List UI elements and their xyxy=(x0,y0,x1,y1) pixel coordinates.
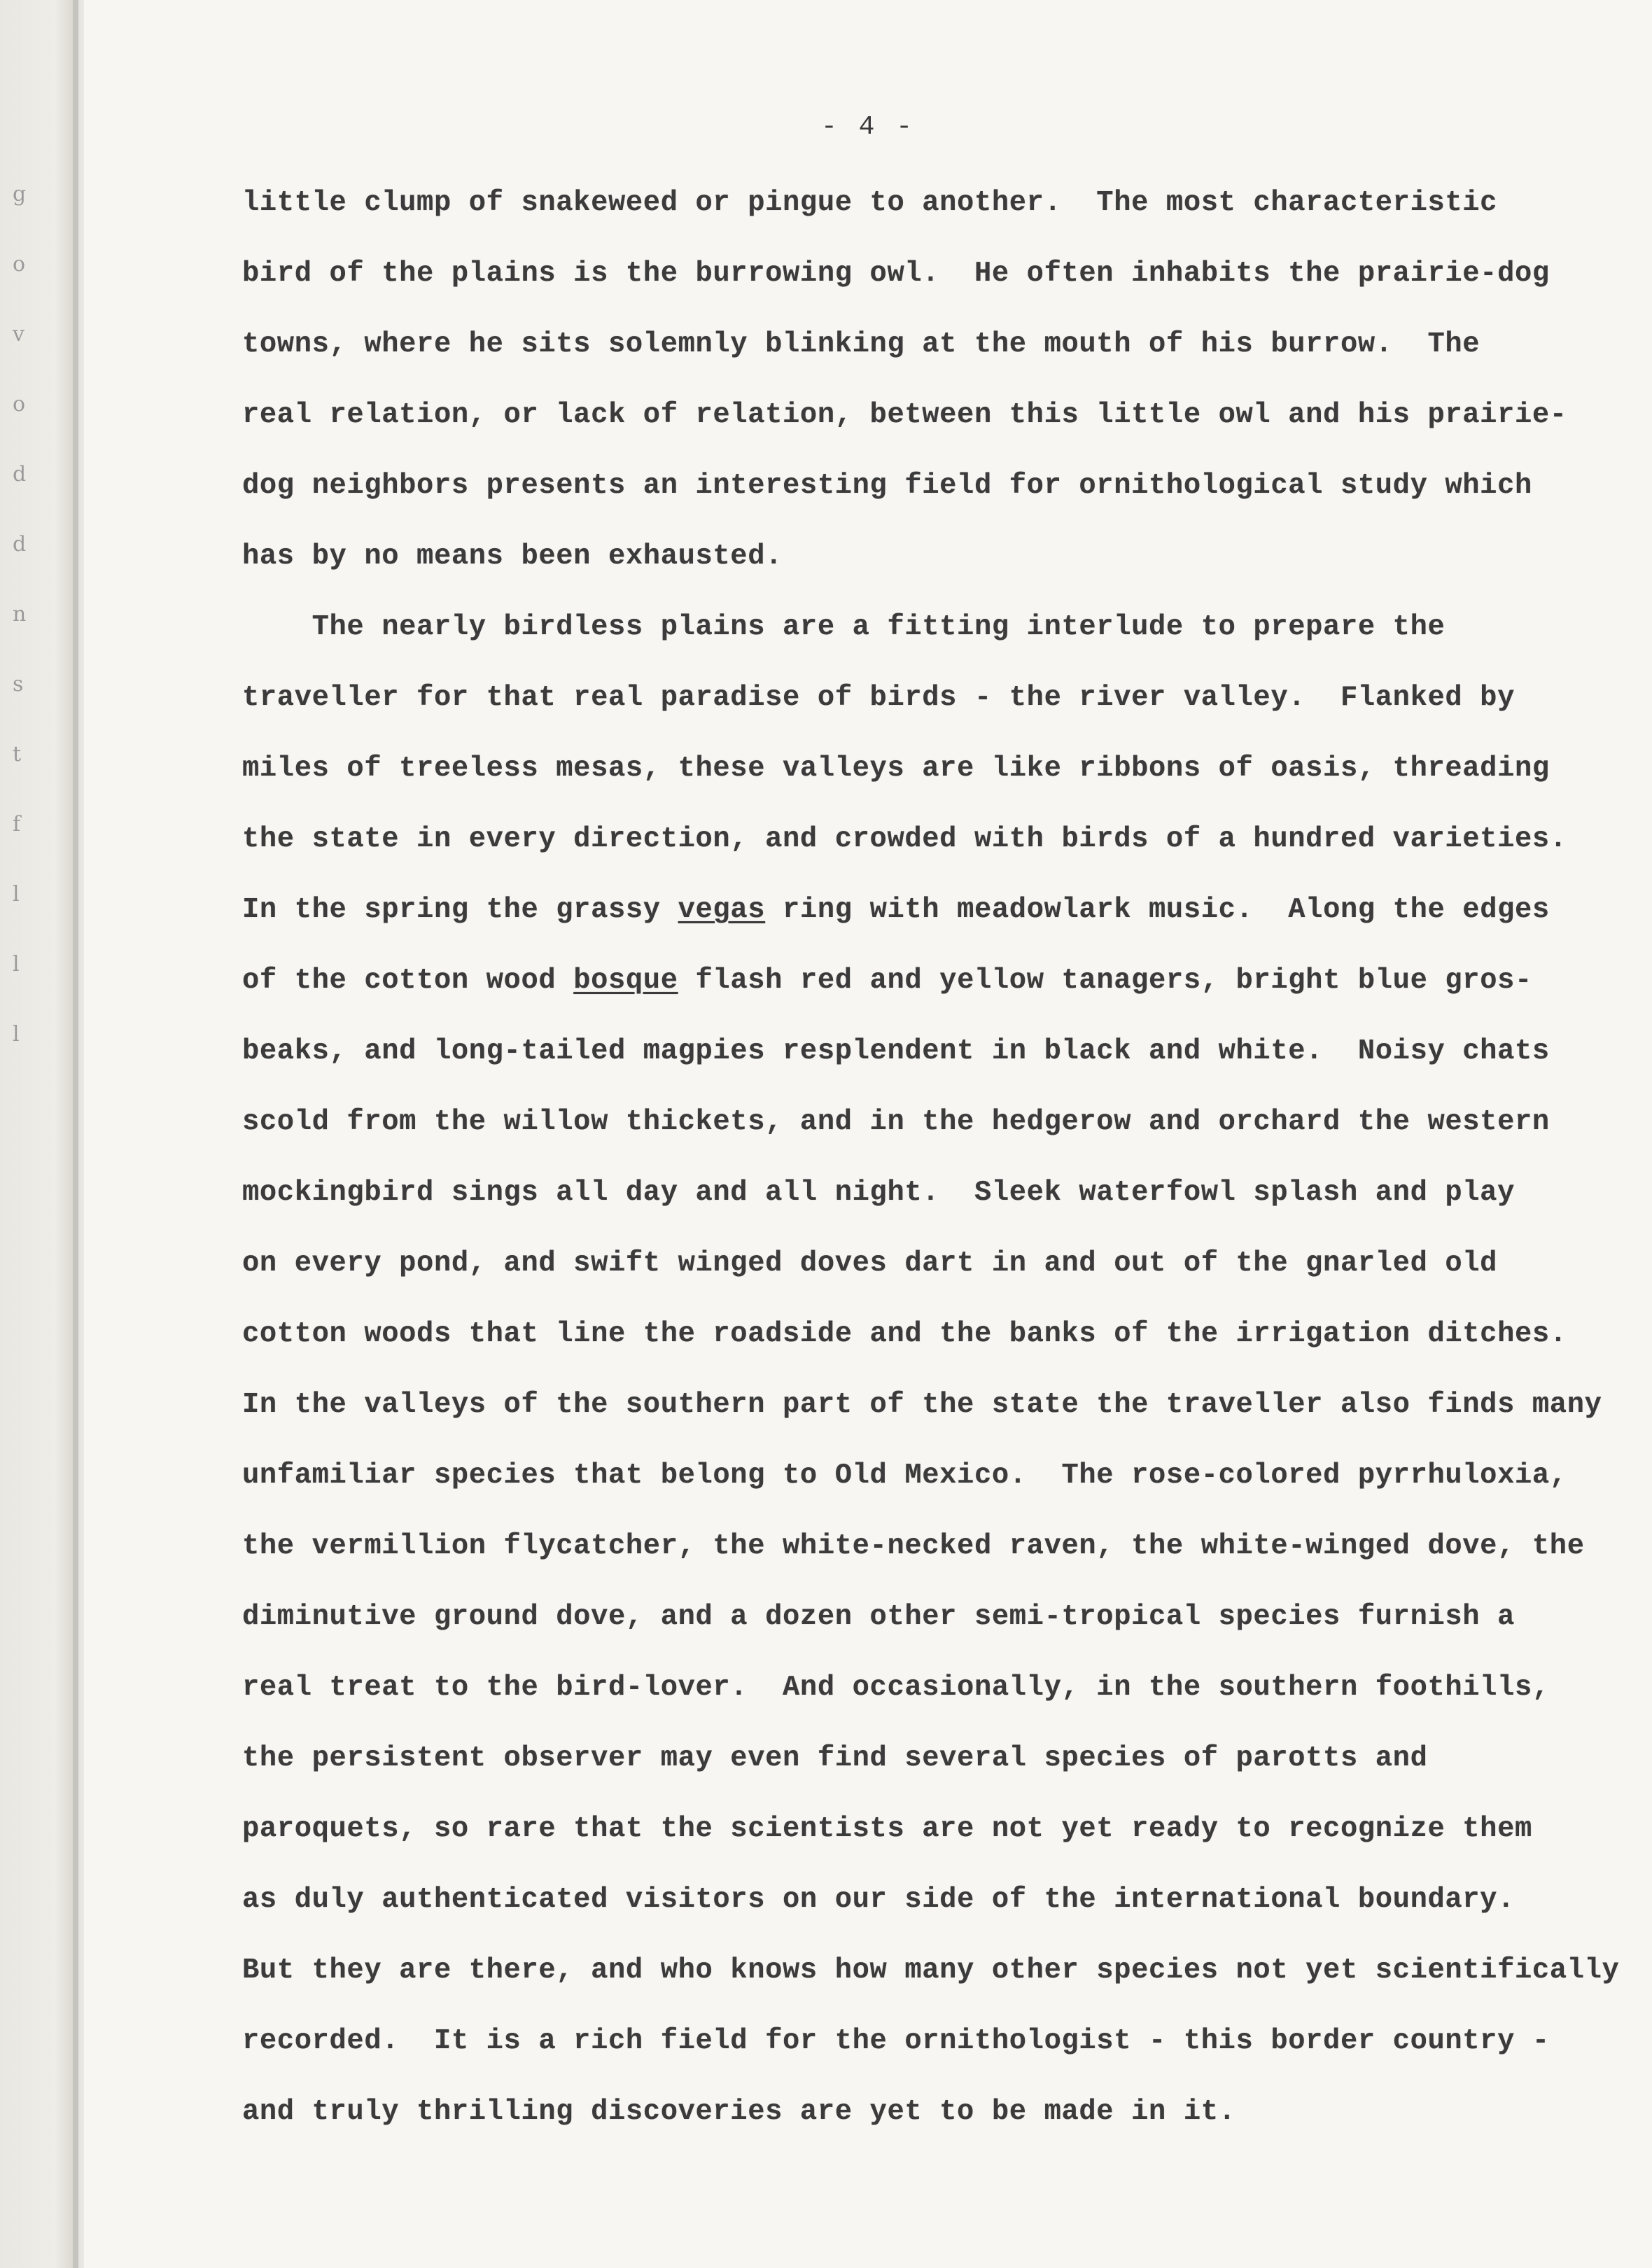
paragraph-burrowing-owl xyxy=(242,168,1635,592)
paragraph-river-valley xyxy=(242,592,1635,2148)
text-line: as duly authenticated visitors on our side of the international boundary. xyxy=(242,1884,1515,1916)
underlined-term: bosque xyxy=(573,965,678,997)
text-line: miles of treeless mesas, these valleys are like ribbons of oasis, threading xyxy=(242,752,1550,785)
text-line: and truly thrilling discoveries are yet to be made in it. xyxy=(242,2096,1236,2128)
text-segment: In the spring the grassy xyxy=(242,894,678,926)
text-line: mockingbird sings all day and all night. Sleek waterfowl splash and play xyxy=(242,1177,1515,1209)
remnant-character: l xyxy=(13,1022,20,1046)
text-line: paroquets, so rare that the scientists are not yet ready to recognize them xyxy=(242,1813,1532,1845)
text-line: recorded. It is a rich field for the ornithologist - this border country - xyxy=(242,2025,1550,2057)
text-line: towns, where he sits solemnly blinking at the mouth of his burrow. The xyxy=(242,328,1480,360)
text-line xyxy=(242,875,1635,946)
text-line: unfamiliar species that belong to Old Mexico. The rose-colored pyrrhuloxia, xyxy=(242,1460,1567,1492)
remnant-character: s xyxy=(13,672,24,696)
remnant-character: t xyxy=(13,742,22,766)
remnant-character: n xyxy=(13,602,27,626)
page-number: - 4 - xyxy=(820,112,916,142)
text-line: bird of the plains is the burrowing owl. He often inhabits the prairie-dog xyxy=(242,258,1550,290)
remnant-character: o xyxy=(13,392,26,416)
remnant-character: f xyxy=(13,812,21,836)
remnant-character: o xyxy=(13,252,26,276)
underlined-term: vegas xyxy=(678,894,766,926)
text-line: dog neighbors presents an interesting field for ornithological study which xyxy=(242,470,1532,502)
text-line: real relation, or lack of relation, between this little owl and his prairie- xyxy=(242,399,1567,431)
remnant-character: g xyxy=(13,182,27,206)
text-line: the persistent observer may even find several species of parotts and xyxy=(242,1742,1428,1774)
text-line: diminutive ground dove, and a dozen other semi-tropical species furnish a xyxy=(242,1601,1515,1633)
remnant-character: l xyxy=(13,882,20,906)
text-line: little clump of snakeweed or pingue to another. The most characteristic xyxy=(242,187,1498,219)
text-segment: of the cotton wood xyxy=(242,965,574,997)
text-line: The nearly birdless plains are a fitting interlude to prepare the xyxy=(242,611,1446,643)
text-line: beaks, and long-tailed magpies resplendent in black and white. Noisy chats xyxy=(242,1035,1550,1068)
text-line: real treat to the bird-lover. And occasionally, in the southern foothills, xyxy=(242,1672,1550,1704)
text-line: has by no means been exhausted. xyxy=(242,540,783,573)
remnant-character: d xyxy=(13,462,27,486)
text-segment: flash red and yellow tanagers, bright blue gros- xyxy=(678,965,1532,997)
text-line: traveller for that real paradise of birds - the river valley. Flanked by xyxy=(242,682,1515,714)
previous-page-edge xyxy=(0,0,78,2268)
text-line: the state in every direction, and crowded with birds of a hundred varieties. xyxy=(242,823,1567,855)
text-line: the vermillion flycatcher, the white-necked raven, the white-winged dove, the xyxy=(242,1530,1585,1562)
text-line: scold from the willow thickets, and in the hedgerow and orchard the western xyxy=(242,1106,1550,1138)
text-line: In the valleys of the southern part of the state the traveller also finds many xyxy=(242,1389,1602,1421)
remnant-character: d xyxy=(13,532,27,556)
text-line: on every pond, and swift winged doves dart in and out of the gnarled old xyxy=(242,1247,1498,1280)
text-line: cotton woods that line the roadside and the banks of the irrigation ditches. xyxy=(242,1318,1567,1350)
text-line xyxy=(242,946,1635,1016)
text-line: But they are there, and who knows how many other species not yet scientifically xyxy=(242,1954,1620,1987)
remnant-character: v xyxy=(13,322,24,346)
remnant-character: l xyxy=(13,952,20,976)
text-segment: ring with meadowlark music. Along the edges xyxy=(765,894,1550,926)
typed-document-page xyxy=(84,0,1652,2268)
